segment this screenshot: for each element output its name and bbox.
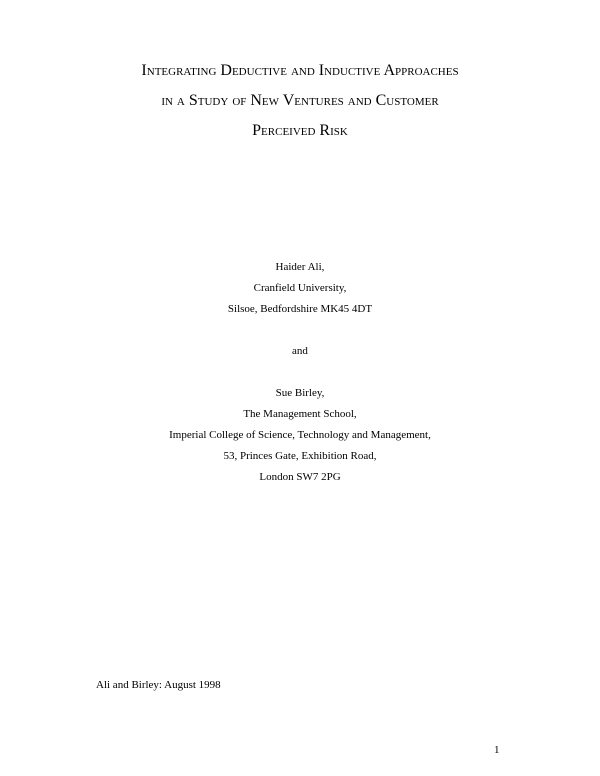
author-2-department: The Management School, [243, 408, 357, 420]
paper-title [0, 56, 600, 146]
author-2-address-line-1: 53, Princes Gate, Exhibition Road, [223, 450, 377, 462]
author-2-name: Sue Birley, [275, 387, 325, 399]
author-spacer-2 [0, 362, 600, 383]
title-line-1: Integrating Deductive and Inductive Approaches [141, 62, 459, 79]
author-conjunction: and [292, 345, 308, 357]
author-1-institution: Cranfield University, [253, 282, 347, 294]
title-line-2: in a Study of New Ventures and Customer [161, 92, 439, 109]
author-2-institution: Imperial College of Science, Technology and Management, [169, 429, 431, 441]
author-1-address: Silsoe, Bedfordshire MK45 4DT [227, 303, 373, 315]
author-spacer-1 [0, 320, 600, 341]
title-line-3: Perceived Risk [252, 122, 348, 139]
date-note: Ali and Birley: August 1998 [96, 679, 221, 691]
author-block [0, 257, 600, 488]
page-number: 1 [494, 744, 500, 756]
author-2-address-line-2: London SW7 2PG [259, 471, 341, 483]
author-1-name: Haider Ali, [275, 261, 325, 273]
